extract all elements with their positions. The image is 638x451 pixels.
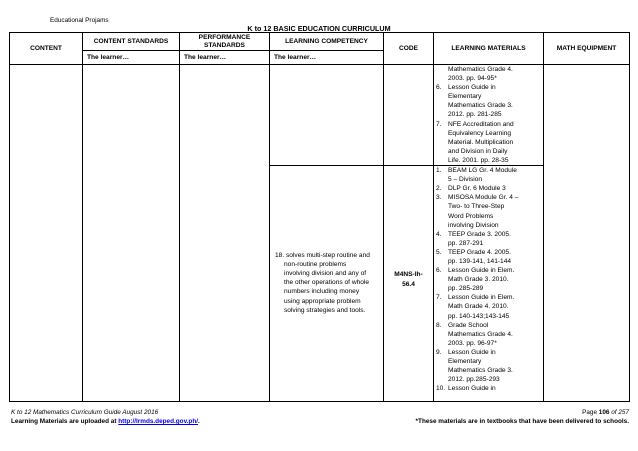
subheader-performance-standards: The learner… [180,51,270,65]
list-item [434,293,543,320]
col-header-content: CONTENT [10,33,83,65]
upload-suffix: . [198,418,200,425]
curriculum-guide-label: K to 12 Mathematics Curriculum Guide August 2016 [11,409,159,416]
material-line: Two- to Three-Step [448,203,505,211]
material-line: BEAM LG Gr. 4 Module [448,167,517,175]
col-header-learning-competency: LEARNING COMPETENCY [270,33,384,51]
material-line: Math Grade 3. 2010. [448,276,509,284]
list-item [434,120,543,165]
material-line: Equivalency Learning [448,129,512,137]
material-line: 2012. pp.285-293 [448,376,500,384]
textbook-note: *These materials are in textbooks that have been delivered to schools. [415,418,629,425]
competency-line: involving division and any of [284,270,367,278]
col-header-learning-materials: LEARNING MATERIALS [434,33,544,65]
list-item [434,266,543,293]
subheader-learning-competency: The learner… [270,51,384,65]
organization-label: Educational Projams [50,17,109,24]
material-line: 2003. pp. 94-95* [448,75,497,83]
table-row [10,65,630,166]
material-line: DLP Gr. 6 Module 3 [448,185,506,193]
list-item [434,166,543,184]
code-line: 56.4 [402,281,415,289]
materials-list [434,83,543,165]
material-line: Math Grade 4. 2010. [448,303,509,311]
list-item [434,184,543,193]
list-number: 6. [436,267,442,275]
material-line: Material. Multiplication [448,138,514,146]
curriculum-table [9,32,630,402]
header-row [10,33,630,51]
material-line: 2012. pp. 281-285 [448,111,502,119]
cell-content-standards [83,65,180,402]
list-item [434,230,543,248]
material-line: pp. 285-289 [448,285,484,293]
cell-competency [270,65,384,166]
material-line: NFE Accreditation and [448,120,514,128]
list-number: 9. [436,348,442,356]
list-number: 2. [436,185,442,193]
list-number: 3. [436,194,442,202]
material-line: TEEP Grade 3. 2005. [448,230,511,238]
footer-right [416,408,629,426]
list-item [434,83,543,119]
page-prefix: Page [582,409,599,416]
competency-line: using appropriate problem [284,297,361,305]
cell-competency [270,166,384,402]
material-line: Lesson Guide in [448,348,496,356]
material-line: involving Division [448,221,499,229]
list-item [434,384,543,393]
cell-code [384,65,434,166]
material-line: Lesson Guide in [448,385,496,393]
material-line: Grade School [448,321,489,329]
material-line: Mathematics Grade 3. [448,367,513,375]
material-line: 2003. pp. 96-97* [448,339,497,347]
subheader-content-standards: The learner… [83,51,180,65]
cell-learning-materials [434,65,544,166]
cell-content [10,65,83,402]
page-title: K to 12 BASIC EDUCATION CURRICULUM [247,24,391,33]
competency-line: 18. solves multi-step routine and [275,252,370,260]
list-item [434,193,543,229]
list-number: 5. [436,248,442,256]
materials-continued [434,65,543,83]
material-line: and Division in Daily [448,147,508,155]
cell-learning-materials [434,166,544,402]
col-header-content-standards: CONTENT STANDARDS [83,33,180,51]
cell-math-equipment [544,65,630,402]
list-number: 7. [436,120,442,128]
material-line: Word Problems [448,212,494,220]
cell-performance-standards [180,65,270,402]
upload-note [11,417,200,426]
footer-left [11,408,200,426]
page-indicator [416,408,629,417]
material-line: 5 – Division [448,176,483,184]
page-total: of 257 [609,409,629,416]
material-line: Mathematics Grade 4. [448,330,513,338]
material-line: Life. 2001. pp. 28-35 [448,156,509,164]
list-number: 4. [436,230,442,238]
material-line: TEEP Grade 4. 2005. [448,248,511,256]
upload-prefix: Learning Materials are uploaded at [11,418,119,425]
material-line: Mathematics Grade 4. [448,66,513,73]
list-number: 8. [436,321,442,329]
material-line: pp. 287-291 [448,239,484,247]
competency-line: solving strategies and tools. [284,306,366,314]
material-line: Lesson Guide in [448,84,496,92]
materials-list [434,166,543,393]
lrmds-link[interactable]: http://lrmds.deped.gov.ph/ [118,418,199,425]
list-item [434,348,543,384]
list-number: 1. [436,167,442,175]
material-line: pp. 140-143;143-145 [448,312,510,320]
competency-line: non-routine problems [284,261,347,269]
list-number: 7. [436,294,442,302]
competency-text [270,166,383,315]
list-item [434,321,543,348]
material-line: Lesson Guide in Elem. [448,267,515,275]
list-number: 6. [436,84,442,92]
col-header-math-equipment: MATH EQUIPMENT [544,33,630,65]
list-number: 10. [436,385,446,393]
list-item [434,248,543,266]
competency-line: the other operations of whole [284,279,370,287]
material-line: Lesson Guide in Elem. [448,294,515,302]
col-header-code: CODE [384,33,434,65]
material-line: Elementary [448,93,482,101]
material-line: Mathematics Grade 3. [448,102,513,110]
competency-code [384,166,433,290]
material-line: pp. 139-141, 141-144 [448,257,512,265]
cell-code [384,166,434,402]
material-line: Elementary [448,358,482,365]
col-header-performance-standards: PERFORMANCE STANDARDS [180,33,270,51]
material-line: MISOSA Module Gr. 4 – [448,194,519,202]
code-line: M4NS-Ih- [394,271,423,279]
competency-line: numbers including money [284,288,360,296]
page-number: 106 [598,409,610,416]
